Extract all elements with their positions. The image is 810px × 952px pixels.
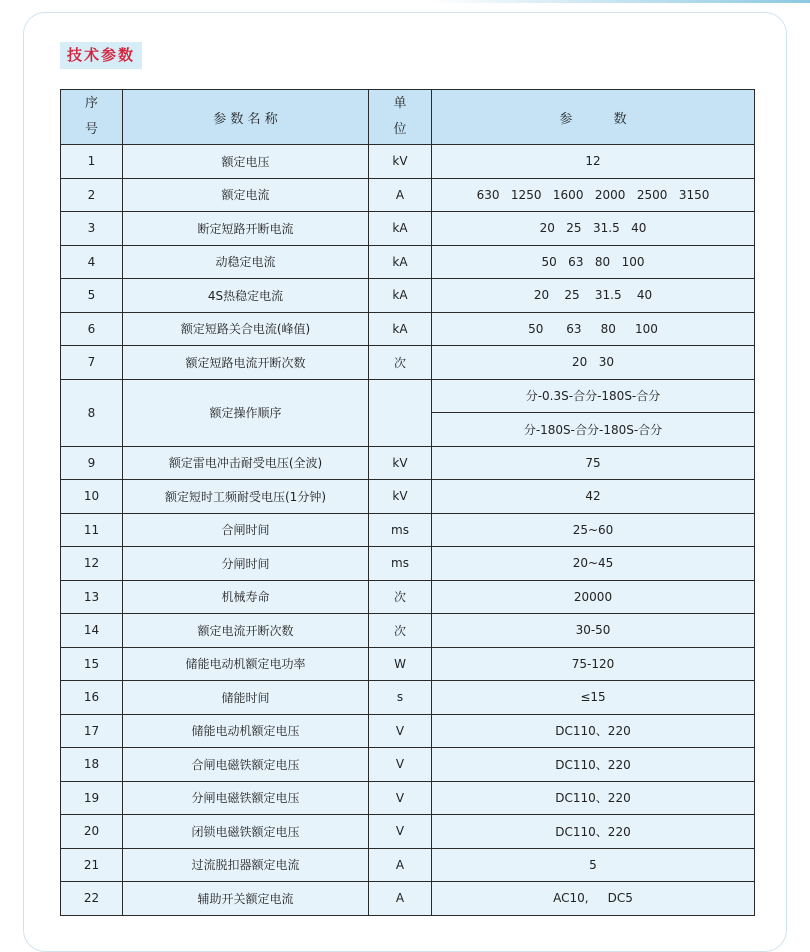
row-no: 14 [61,614,123,648]
row-value: 20~45 [432,547,755,581]
header-name-label: 参 数 名 称 [213,111,278,127]
row-no: 17 [61,714,123,748]
row-unit: kV [369,145,432,179]
row-value: 25~60 [432,513,755,547]
table-row [61,145,755,179]
table-row [61,781,755,815]
row-no: 2 [61,178,123,212]
row-value-a: 分-0.3S-合分-180S-合分 [432,379,755,413]
row-name: 额定短路电流开断次数 [123,346,369,380]
row-unit: 次 [369,614,432,648]
row-name: 合闸电磁铁额定电压 [123,748,369,782]
row-value: DC110、220 [432,748,755,782]
row-name: 闭锁电磁铁额定电压 [123,815,369,849]
table-row [61,212,755,246]
row-unit: s [369,681,432,715]
row-unit: ms [369,513,432,547]
row-no: 9 [61,446,123,480]
row-no: 11 [61,513,123,547]
row-value: 50 63 80 100 [432,245,755,279]
row-no: 22 [61,882,123,916]
row-no: 6 [61,312,123,346]
table-row [61,647,755,681]
table-row [61,580,755,614]
row-unit: ms [369,547,432,581]
row-no: 20 [61,815,123,849]
table-row [61,379,755,413]
row-value: 12 [432,145,755,179]
table-row [61,178,755,212]
row-name: 储能时间 [123,681,369,715]
table-row [61,681,755,715]
row-no: 3 [61,212,123,246]
row-value: DC110、220 [432,815,755,849]
row-no: 12 [61,547,123,581]
row-unit: A [369,848,432,882]
row-value-b: 分-180S-合分-180S-合分 [432,413,755,447]
header-unit [369,90,432,145]
header-unit-line2: 位 [393,122,407,137]
header-no-line1: 序 [84,96,98,111]
row-unit: kV [369,480,432,514]
row-name: 额定电流 [123,178,369,212]
row-value: 20 30 [432,346,755,380]
parameters-table [60,89,755,916]
table-row [61,547,755,581]
table-row [61,614,755,648]
row-no: 7 [61,346,123,380]
row-unit: kA [369,279,432,313]
row-name: 额定短时工频耐受电压(1分钟) [123,480,369,514]
row-no: 10 [61,480,123,514]
row-no: 13 [61,580,123,614]
row-no: 16 [61,681,123,715]
row-name: 合闸时间 [123,513,369,547]
row-name: 额定短路关合电流(峰值) [123,312,369,346]
top-accent-line [430,0,810,3]
row-unit: V [369,815,432,849]
table-row [61,312,755,346]
row-name: 4S热稳定电流 [123,279,369,313]
row-no: 4 [61,245,123,279]
table-row [61,480,755,514]
table-row [61,245,755,279]
row-unit: W [369,647,432,681]
row-unit [369,379,432,446]
row-no: 15 [61,647,123,681]
row-name: 额定操作顺序 [123,379,369,446]
row-name: 储能电动机额定电功率 [123,647,369,681]
row-name: 额定电流开断次数 [123,614,369,648]
row-no: 18 [61,748,123,782]
header-value [432,90,755,145]
row-value: 630 1250 1600 2000 2500 3150 [432,178,755,212]
row-value: 75-120 [432,647,755,681]
row-name: 过流脱扣器额定电流 [123,848,369,882]
row-unit: A [369,882,432,916]
row-value: 50 63 80 100 [432,312,755,346]
row-unit: A [369,178,432,212]
row-name: 分闸时间 [123,547,369,581]
section-title: 技术参数 [60,42,142,69]
row-value: 5 [432,848,755,882]
row-no: 21 [61,848,123,882]
row-no: 19 [61,781,123,815]
row-unit: V [369,714,432,748]
row-name: 额定雷电冲击耐受电压(全波) [123,446,369,480]
table-row [61,882,755,916]
row-value: 20000 [432,580,755,614]
row-name: 储能电动机额定电压 [123,714,369,748]
row-no: 1 [61,145,123,179]
row-value: ≤15 [432,681,755,715]
table-row [61,848,755,882]
table-row [61,346,755,380]
row-name: 分闸电磁铁额定电压 [123,781,369,815]
row-unit: kV [369,446,432,480]
table-row [61,714,755,748]
row-unit: V [369,748,432,782]
row-unit: V [369,781,432,815]
row-value: DC110、220 [432,714,755,748]
row-value: 20 25 31.5 40 [432,279,755,313]
row-unit: 次 [369,346,432,380]
row-value: 20 25 31.5 40 [432,212,755,246]
header-unit-line1: 单 [393,96,407,111]
row-name: 辅助开关额定电流 [123,882,369,916]
row-name: 断定短路开断电流 [123,212,369,246]
table-row [61,748,755,782]
header-name [123,90,369,145]
header-no [61,90,123,145]
row-unit: 次 [369,580,432,614]
row-name: 额定电压 [123,145,369,179]
table-row [61,815,755,849]
row-value: 75 [432,446,755,480]
table-row [61,279,755,313]
row-unit: kA [369,212,432,246]
row-name: 动稳定电流 [123,245,369,279]
row-name: 机械寿命 [123,580,369,614]
row-unit: kA [369,312,432,346]
table-header-row [61,90,755,145]
row-no: 8 [61,379,123,446]
header-no-line2: 号 [84,122,98,137]
table-row [61,446,755,480]
row-value: DC110、220 [432,781,755,815]
row-no: 5 [61,279,123,313]
row-unit: kA [369,245,432,279]
header-value-label: 参 数 [559,111,627,127]
row-value: 42 [432,480,755,514]
table-row [61,513,755,547]
row-value: AC10, DC5 [432,882,755,916]
row-value: 30-50 [432,614,755,648]
